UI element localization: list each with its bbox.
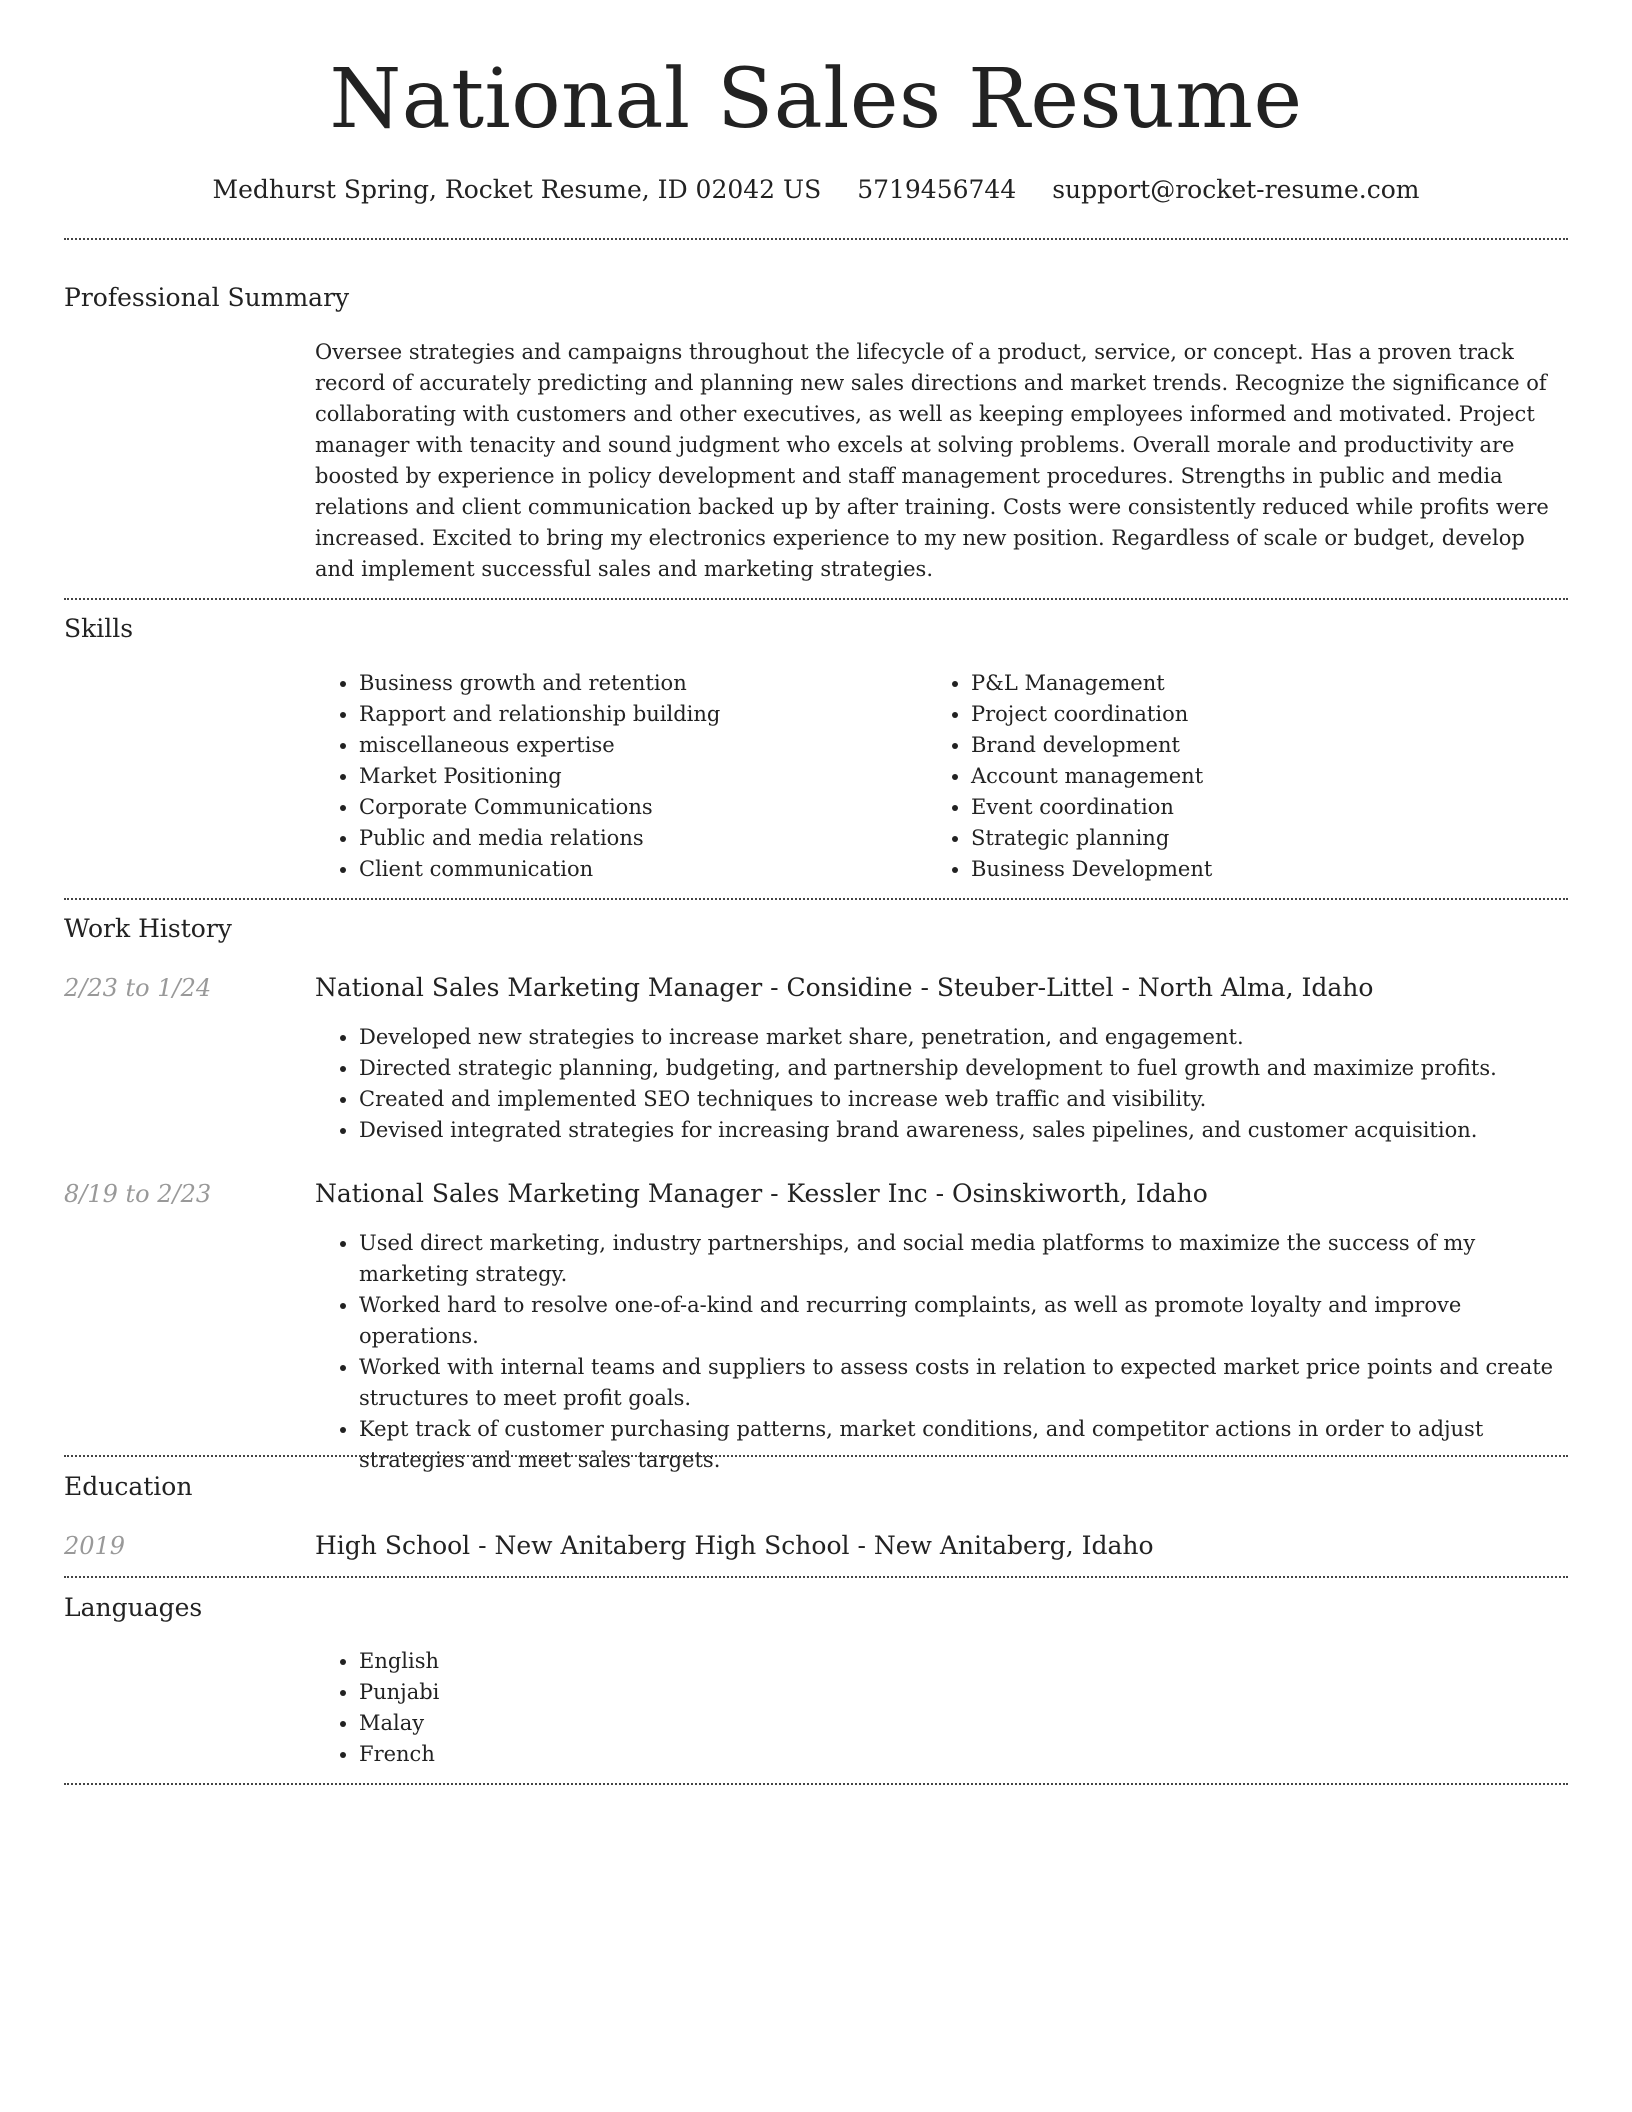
skill-item: • Corporate Communications [359, 792, 915, 823]
job-title: National Sales Marketing Manager - Kessler Inc - Osinskiworth, Idaho [315, 1179, 1208, 1208]
language-item: • Malay [359, 1708, 1568, 1739]
section-divider [64, 1783, 1568, 1785]
contact-line [0, 170, 1632, 210]
section-divider [64, 238, 1568, 240]
languages-list [315, 1646, 1568, 1770]
skill-item: • Public and media relations [359, 823, 915, 854]
skill-item: • Strategic planning [971, 823, 1527, 854]
work-history-heading: Work History [64, 914, 232, 943]
section-divider [64, 1455, 1568, 1457]
skill-item: • Rapport and relationship building [359, 699, 915, 730]
skills-column-right [927, 668, 1527, 885]
skill-item: • Project coordination [971, 699, 1527, 730]
job-title: National Sales Marketing Manager - Considine - Steuber-Littel - North Alma, Idaho [315, 973, 1374, 1002]
summary-section [315, 337, 1568, 585]
education-entry: High School - New Anitaberg High School - New Anitaberg, Idaho [315, 1531, 1154, 1560]
skill-item: • Business growth and retention [359, 668, 915, 699]
job-bullet: • Worked with internal teams and suppliers to assess costs in relation to expected market price points and create structures to meet profit goals. [359, 1352, 1568, 1414]
skill-item: • Client communication [359, 854, 915, 885]
skill-item: • Event coordination [971, 792, 1527, 823]
section-divider [64, 598, 1568, 600]
languages-heading: Languages [64, 1593, 203, 1622]
job-bullet: • Created and implemented SEO techniques to increase web traffic and visibility. [359, 1084, 1568, 1115]
language-item: • English [359, 1646, 1568, 1677]
job-bullets [315, 1228, 1568, 1476]
skill-item: • miscellaneous expertise [359, 730, 915, 761]
contact-phone: 5719456744 [857, 175, 1017, 204]
skills-heading: Skills [64, 614, 134, 643]
job-bullets [315, 1022, 1568, 1146]
language-item: • Punjabi [359, 1677, 1568, 1708]
job-bullet: • Developed new strategies to increase market share, penetration, and engagement. [359, 1022, 1568, 1053]
language-item: • French [359, 1739, 1568, 1770]
job-dates: 2/23 to 1/24 [64, 974, 212, 1002]
skills-column-left [315, 668, 915, 885]
job-dates: 8/19 to 2/23 [64, 1180, 212, 1208]
skill-item: • Brand development [971, 730, 1527, 761]
summary-text: Oversee strategies and campaigns throughout the lifecycle of a product, service, or concept. Has a proven track record of accurately predicting and planning new sales directions and market trends. Recognize the significance of collaborating with customers and other executives, as well as keeping employees informed and motivated. Project manager with tenacity and sound judgment who excels at solving problems. Overall morale and productivity are boosted by experience in policy development and staff management procedures. Strengths in public and media relations and client communication backed up by after training. Costs were consistently reduced while profits were increased. Excited to bring my electronics experience to my new position. Regardless of scale or budget, develop and implement successful sales and marketing strategies. [315, 340, 1549, 581]
job-bullet: • Devised integrated strategies for increasing brand awareness, sales pipelines, and customer acquisition. [359, 1115, 1568, 1146]
education-year: 2019 [64, 1532, 126, 1560]
skill-item: • Business Development [971, 854, 1527, 885]
job-bullet: • Used direct marketing, industry partnerships, and social media platforms to maximize the success of my marketing strategy. [359, 1228, 1568, 1290]
section-divider [64, 898, 1568, 900]
section-divider [64, 1576, 1568, 1578]
summary-heading: Professional Summary [64, 283, 350, 312]
job-bullet: • Directed strategic planning, budgeting, and partnership development to fuel growth and maximize profits. [359, 1053, 1568, 1084]
job-bullet: • Kept track of customer purchasing patterns, market conditions, and competitor actions in order to adjust strategies and meet sales targets. [359, 1414, 1568, 1476]
contact-email: support@rocket-resume.com [1052, 175, 1420, 204]
contact-address: Medhurst Spring, Rocket Resume, ID 02042 US [212, 175, 822, 204]
education-heading: Education [64, 1472, 193, 1501]
skill-item: • P&L Management [971, 668, 1527, 699]
job-bullet: • Worked hard to resolve one-of-a-kind and recurring complaints, as well as promote loyalty and improve operations. [359, 1290, 1568, 1352]
skill-item: • Account management [971, 761, 1527, 792]
skill-item: • Market Positioning [359, 761, 915, 792]
resume-title: National Sales Resume [329, 52, 1303, 147]
